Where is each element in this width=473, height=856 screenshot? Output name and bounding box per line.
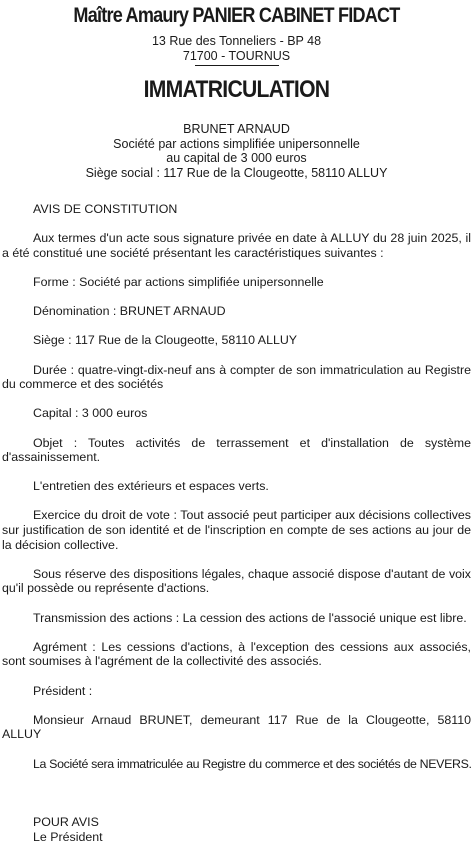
notice-president-label: Président : — [33, 683, 93, 698]
notice-title: IMMATRICULATION — [143, 76, 330, 103]
notice-capital: Capital : 3 000 euros — [33, 406, 148, 421]
cabinet-address — [2, 34, 471, 64]
notice-president: Monsieur Arnaud BRUNET, demeurant 117 Rue de la Clougeotte, 58110 ALLUY — [2, 712, 471, 742]
company-form: Société par actions simplifiée unipersonnelle — [113, 136, 360, 151]
company-name: BRUNET ARNAUD — [183, 122, 290, 136]
cabinet-name: Maître Amaury PANIER CABINET FIDACT — [73, 4, 400, 27]
legal-notice-page — [0, 4, 473, 856]
notice-agrement: Agrément : Les cessions d'actions, à l'exception des cessions aux associés, sont soumises à l'agrément de la collectivité des associés. — [2, 639, 471, 669]
notice-forme: Forme : Société par actions simplifiée unipersonnelle — [33, 274, 324, 289]
notice-reserve: Sous réserve des dispositions légales, chaque associé dispose d'autant de voix qu'il possède ou représente d'actions. — [2, 566, 471, 596]
header-divider — [195, 65, 279, 66]
notice-transmission: Transmission des actions : La cession des actions de l'associé unique est libre. — [33, 610, 467, 625]
notice-denomination: Dénomination : BRUNET ARNAUD — [33, 304, 226, 319]
closing-block — [2, 815, 471, 844]
notice-entretien: L'entretien des extérieurs et espaces verts. — [33, 479, 269, 494]
notice-registre: La Société sera immatriculée au Registre du commerce et des sociétés de NEVERS. — [33, 756, 472, 771]
company-seat: Siège social : 117 Rue de la Clougeotte, 58110 ALLUY — [85, 165, 388, 180]
address-line-1: 13 Rue des Tonneliers - BP 48 — [151, 34, 322, 48]
notice-objet: Objet : Toutes activités de terrassement et d'installation de système d'assainissement. — [2, 435, 471, 465]
notice-vote: Exercice du droit de vote : Tout associé peut participer aux décisions collectives sur justification de son identité et de l'inscription en compte de ses actions au jour de la décision collective. — [2, 508, 471, 552]
notice-heading: AVIS DE CONSTITUTION — [33, 202, 178, 216]
address-line-2: 71700 - TOURNUS — [182, 49, 291, 63]
closing-signatory: Le Président — [33, 829, 103, 844]
closing-line-1: POUR AVIS — [33, 815, 99, 830]
notice-intro: Aux termes d'un acte sous signature privée en date à ALLUY du 28 juin 2025, il a été constitué une société présentant les caractéristiques suivantes : — [2, 231, 471, 260]
company-capital: au capital de 3 000 euros — [166, 151, 307, 165]
notice-duree: Durée : quatre-vingt-dix-neuf ans à compter de son immatriculation au Registre du commerce et des sociétés — [2, 362, 471, 392]
company-block — [2, 122, 471, 180]
notice-siege: Siège : 117 Rue de la Clougeotte, 58110 ALLUY — [33, 333, 298, 348]
notice-body — [2, 202, 471, 771]
